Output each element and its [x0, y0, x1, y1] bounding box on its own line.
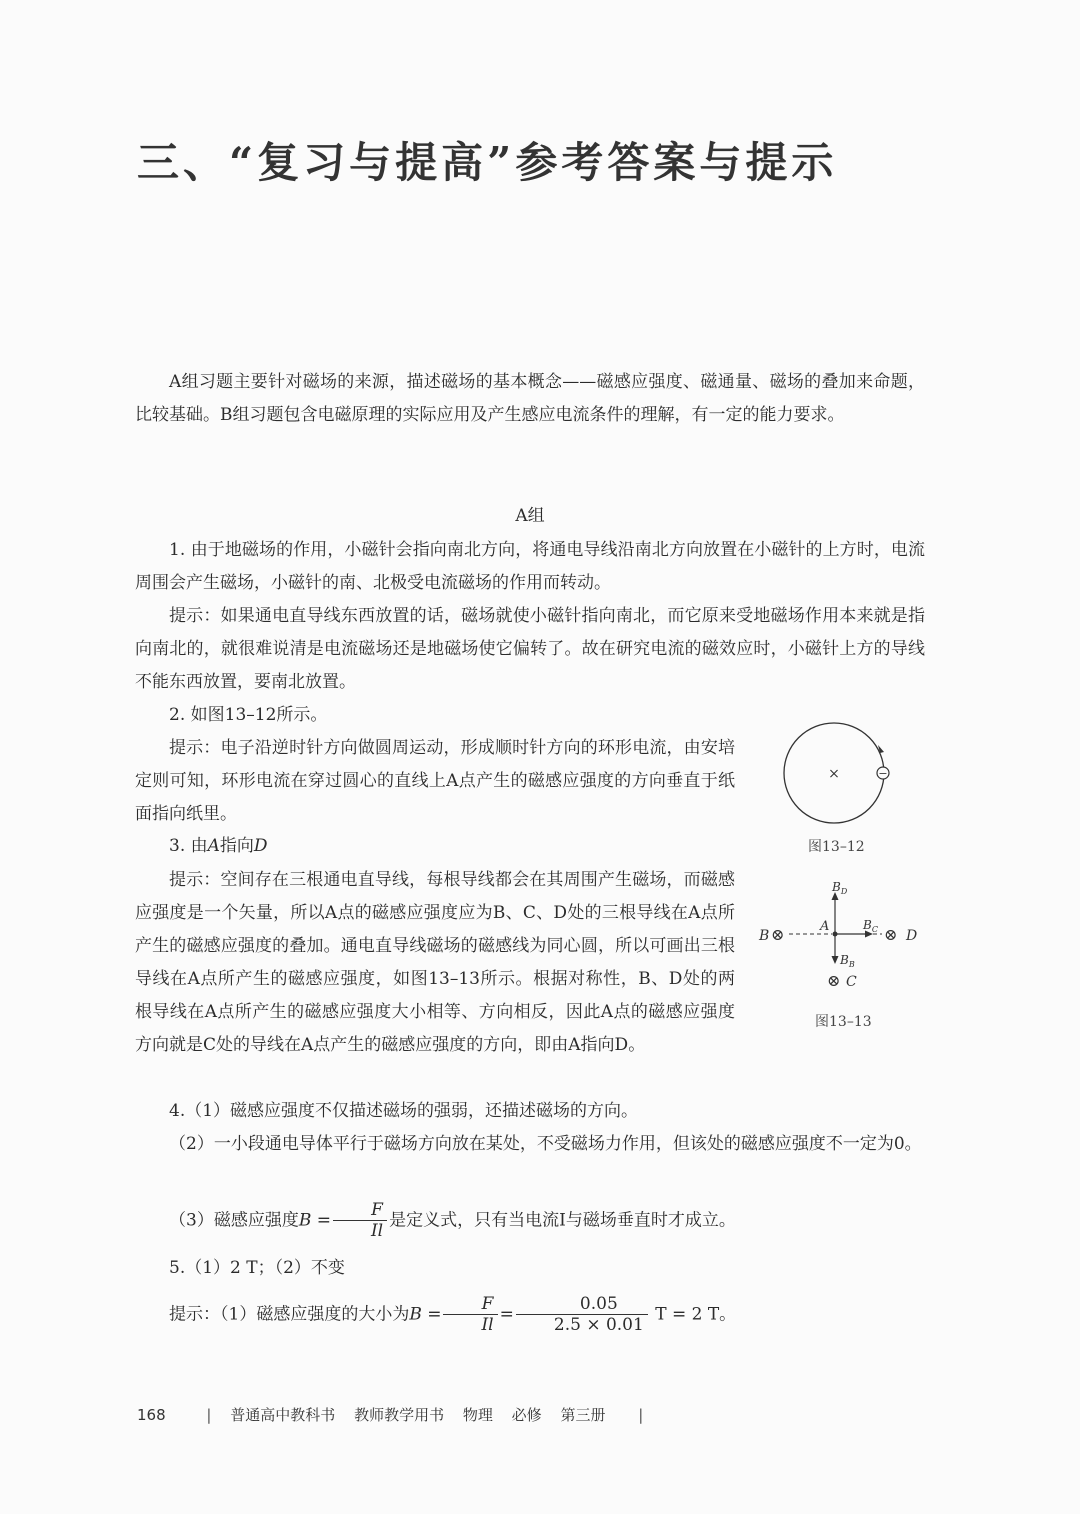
label-bb: $B_B$ [840, 953, 855, 969]
label-b: B [759, 928, 770, 944]
footer-volume: 第三册 [560, 1406, 606, 1424]
footer-separator: | [206, 1406, 212, 1424]
answer-4-2: （2）一小段通电导体平行于磁场方向放在某处，不受磁场力作用，但该处的磁感应强度不一定为0。 [169, 1134, 922, 1154]
electron-charge-sign: − [878, 767, 888, 780]
fraction-numeric: $\frac{0.05}{2.5 \times 0.01}$ [516, 1294, 648, 1336]
footer-book: 普通高中教科书 [230, 1406, 336, 1424]
figure-13-12 [775, 718, 905, 830]
hint-5: 提示：（1）磁感应强度的大小为B = $\frac{F}{Il}$ = $\frac{0.05}{2.5 \times 0.01}$ T = 2 T。 [169, 1294, 737, 1336]
hint-1: 提示：如果通电直导线东西放置的话，磁场就使小磁针指向南北，而它原来受地磁场作用本来就是指向南北的，就很难说清是电流磁场还是地磁场使它偏转了。故在研究电流的磁效应时，小磁针上方的导线不能东西放置，要南北放置。 [135, 606, 925, 692]
page-title: 三、“复习与提高”参考答案与提示 [137, 138, 838, 187]
label-bc: $B_C$ [863, 918, 878, 934]
figure-13-13-caption: 图13–13 [815, 1014, 872, 1030]
answer-4-1: 4.（1）磁感应强度不仅描述磁场的强弱，还描述磁场的方向。 [169, 1101, 639, 1121]
answer-2: 2. 如图13–12所示。 [169, 705, 328, 725]
group-a-heading: A组 [515, 506, 545, 526]
answer-3: 3. 由A指向D [169, 836, 268, 856]
hint-2: 提示：电子沿逆时针方向做圆周运动，形成顺时针方向的环形电流，由安培定则可知，环形电流在穿过圆心的直线上A点产生的磁感应强度的方向垂直于纸面指向纸里。 [135, 738, 735, 824]
label-c: C [846, 974, 857, 990]
answer-1: 1. 由于地磁场的作用，小磁针会指向南北方向，将通电导线沿南北方向放置在小磁针的上方时，电流周围会产生磁场，小磁针的南、北极受电流磁场的作用而转动。 [135, 540, 925, 593]
figure-13-12-caption: 图13–12 [808, 839, 865, 855]
label-a: A [820, 919, 830, 934]
label-bd: $B_D$ [832, 880, 848, 896]
footer-use: 教师教学用书 [354, 1406, 445, 1424]
wire-b-symbol: ⊗ [771, 925, 785, 944]
page-number: 168 [137, 1406, 166, 1424]
figure-13-13 [755, 878, 930, 993]
vector-bb-arrow [832, 956, 839, 964]
answer-5: 5.（1）2 T；（2）不变 [169, 1258, 345, 1278]
intro-paragraph: A组习题主要针对磁场的来源，描述磁场的基本概念——磁感应强度、磁通量、磁场的叠加来命题，比较基础。B组习题包含电磁原理的实际应用及产生感应电流条件的理解，有一定的能力要求。 [135, 372, 925, 425]
page-footer [137, 1404, 657, 1425]
fraction-f-over-il-2: $\frac{F}{Il}$ [443, 1294, 497, 1336]
wire-c-symbol: ⊗ [827, 971, 841, 990]
into-page-mark: × [828, 766, 840, 782]
fraction-f-over-il: $\frac{F}{Il}$ [333, 1200, 387, 1242]
answer-4-3: （3）磁感应强度B = $\frac{F}{Il}$ 是定义式，只有当电流I与磁场垂直时才成立。 [169, 1200, 736, 1242]
footer-subject: 物理 [462, 1406, 493, 1424]
footer-separator-end: | [638, 1406, 644, 1424]
footer-level: 必修 [511, 1406, 542, 1424]
wire-d-symbol: ⊗ [884, 925, 898, 944]
label-d: D [906, 928, 918, 944]
hint-3: 提示：空间存在三根通电直导线，每根导线都会在其周围产生磁场，而磁感应强度是一个矢量，所以A点的磁感应强度应为B、C、D处的三根导线在A点所产生的磁感应强度的叠加。通电直导线磁场的磁感线为同心圆，所以可画出三根导线在A点所产生的磁感应强度，如图13–13所示。根据对称性，B、D处的两根导线在A点所产生的磁感应强度大小相等、方向相反，因此A点的磁感应强度方向就是C处的导线在A点产生的磁感应强度的方向，即由A指向D。 [135, 870, 735, 1055]
